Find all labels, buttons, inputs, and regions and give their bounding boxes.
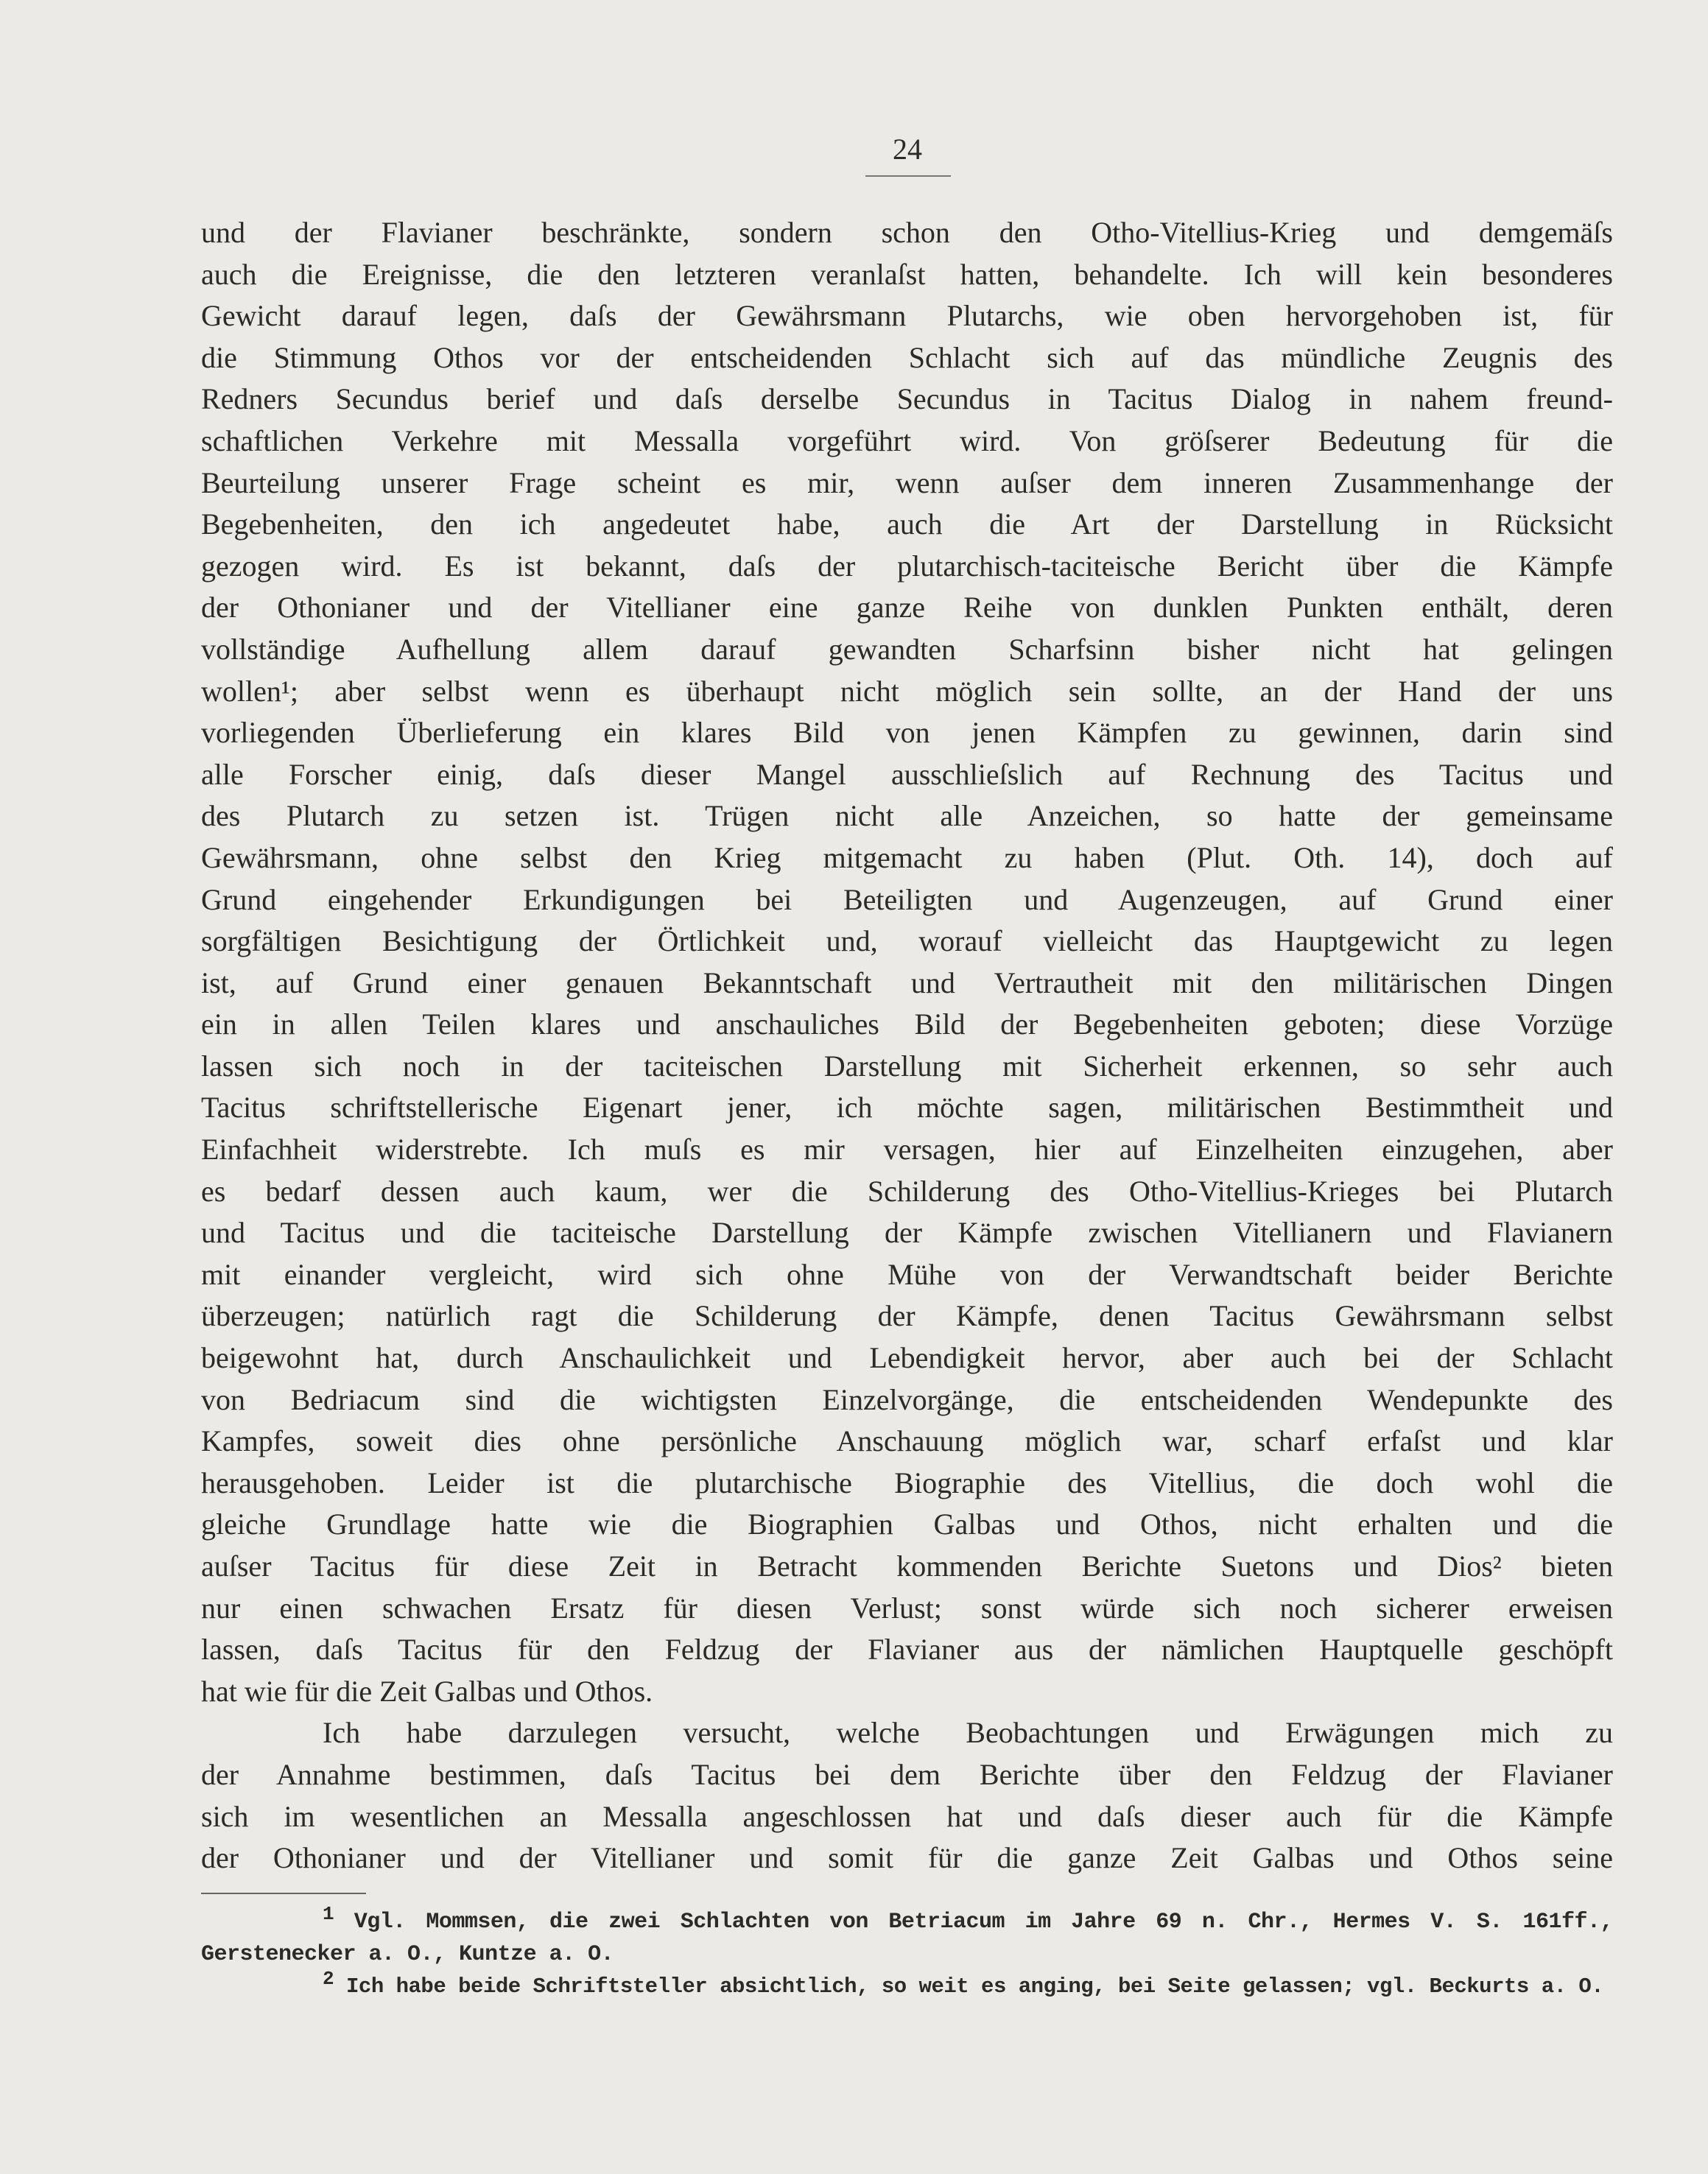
text-line: Begebenheiten, den ich angedeutet habe, auch die Art der Darstellung in Rücksicht [201,507,1613,541]
text-line: der Othonianer und der Vitellianer und somit für die ganze Zeit Galbas und Othos seine [201,1841,1613,1875]
text-line: und Tacitus und die taciteische Darstellung der Kämpfe zwischen Vitellianern und Flavianern [201,1216,1613,1250]
text-line: herausgehoben. Leider ist die plutarchische Biographie des Vitellius, die doch wohl die [201,1466,1613,1499]
text-line: hat wie für die Zeit Galbas und Othos. [201,1674,653,1708]
text-line: wollen¹; aber selbst wenn es überhaupt nicht möglich sein sollte, an der Hand der uns [201,674,1613,708]
text-line: lassen, daſs Tacitus für den Feldzug der Flavianer aus der nämlichen Hauptquelle geschöpft [201,1633,1613,1667]
text-line: Ich habe darzulegen versucht, welche Beobachtungen und Erwägungen mich zu [323,1716,1613,1750]
text-line: die Stimmung Othos vor der entscheidenden Schlacht sich auf das mündliche Zeugnis des [201,340,1613,374]
page-number: 24 [893,133,922,166]
footnote-1-text: Vgl. Mommsen, die zwei Schlachten von Betriacum im Jahre 69 n. Chr., Hermes V. S. 161ff., [354,1910,1613,1935]
text-line: Gewicht darauf legen, daſs der Gewährsmann Plutarchs, wie oben hervorgehoben ist, für [201,299,1613,333]
text-line: nur einen schwachen Ersatz für diesen Verlust; sonst würde sich noch sicherer erweisen [201,1591,1613,1625]
text-line: Einfachheit widerstrebte. Ich muſs es mir versagen, hier auf Einzelheiten einzugehen, aber [201,1133,1613,1167]
text-line: überzeugen; natürlich ragt die Schilderung der Kämpfe, denen Tacitus Gewährsmann selbst [201,1299,1613,1333]
footnote-2-text: Ich habe beide Schriftsteller absichtlich, so weit es anging, bei Seite gelassen; vgl. Beckurts a. O. [346,1974,1604,1999]
text-line: Grund eingehender Erkundigungen bei Beteiligten und Augenzeugen, auf Grund einer [201,882,1613,916]
text-line: sich im wesentlichen an Messalla angeschlossen hat und daſs dieser auch für die Kämpfe [201,1799,1613,1833]
text-line: ist, auf Grund einer genauen Bekanntschaft und Vertrautheit mit den militärischen Dingen [201,965,1613,999]
footnote-rule [201,1893,366,1894]
text-line: sorgfältigen Besichtigung der Örtlichkeit und, worauf vielleicht das Hauptgewicht zu legen [201,924,1613,958]
footnotes [201,1906,1613,2003]
text-line: auch die Ereignisse, die den letzteren veranlaſst hatten, behandelte. Ich will kein besonderes [201,257,1613,291]
text-line: Beurteilung unserer Frage scheint es mir, wenn auſser dem inneren Zusammenhange der [201,465,1613,499]
text-line: vollständige Aufhellung allem darauf gewandten Scharfsinn bisher nicht hat gelingen [201,632,1613,666]
text-line: ein in allen Teilen klares und anschauliches Bild der Begebenheiten geboten; diese Vorzüge [201,1007,1613,1041]
text-line: Tacitus schriftstellerische Eigenart jener, ich möchte sagen, militärischen Bestimmtheit und [201,1091,1613,1125]
page-number-rule [865,175,951,177]
text-line: es bedarf dessen auch kaum, wer die Schilderung des Otho-Vitellius-Krieges bei Plutarch [201,1174,1613,1208]
text-line: von Bedriacum sind die wichtigsten Einzelvorgänge, die entscheidenden Wendepunkte des [201,1382,1613,1416]
text-line: gleiche Grundlage hatte wie die Biographien Galbas und Othos, nicht erhalten und die [201,1508,1613,1541]
text-line: des Plutarch zu setzen ist. Trügen nicht alle Anzeichen, so hatte der gemeinsame [201,799,1613,833]
text-line: Redners Secundus berief und daſs derselbe Secundus in Tacitus Dialog in nahem freund- [201,382,1613,416]
text-line: der Othonianer und der Vitellianer eine ganze Reihe von dunklen Punkten enthält, deren [201,591,1613,625]
text-line: mit einander vergleicht, wird sich ohne Mühe von der Verwandtschaft beider Berichte [201,1257,1613,1291]
footnote-1-line-2: Gerstenecker a. O., Kuntze a. O. [201,1942,614,1967]
text-line: beigewohnt hat, durch Anschaulichkeit und Lebendigkeit hervor, aber auch bei der Schlacht [201,1341,1613,1375]
text-line: der Annahme bestimmen, daſs Tacitus bei dem Berichte über den Feldzug der Flavianer [201,1757,1613,1791]
footnote-1-line-1 [201,1906,1613,1938]
text-line: alle Forscher einig, daſs dieser Mangel ausschlieſslich auf Rechnung des Tacitus und [201,757,1613,791]
text-line: auſser Tacitus für diese Zeit in Betracht kommenden Berichte Suetons und Dios² bieten [201,1549,1613,1583]
text-line: schaftlichen Verkehre mit Messalla vorgeführt wird. Von gröſserer Bedeutung für die [201,423,1613,457]
text-line: lassen sich noch in der taciteischen Darstellung mit Sicherheit erkennen, so sehr auch [201,1049,1613,1083]
text-line: gezogen wird. Es ist bekannt, daſs der plutarchisch-taciteische Bericht über die Kämpfe [201,549,1613,583]
footnote-2-line-1 [201,1971,1613,2003]
footnote-1-mark: 1 [323,1906,334,1925]
text-line: vorliegenden Überlieferung ein klares Bild von jenen Kämpfen zu gewinnen, darin sind [201,716,1613,750]
body-text [201,212,1613,1879]
footnote-2-mark: 2 [323,1971,334,1990]
text-line: Gewährsmann, ohne selbst den Krieg mitgemacht zu haben (Plut. Oth. 14), doch auf [201,840,1613,874]
text-line: Kampfes, soweit dies ohne persönliche Anschauung möglich war, scharf erfaſst und klar [201,1424,1613,1458]
text-line: und der Flavianer beschränkte, sondern schon den Otho-Vitellius-Krieg und demgemäſs [201,216,1613,249]
